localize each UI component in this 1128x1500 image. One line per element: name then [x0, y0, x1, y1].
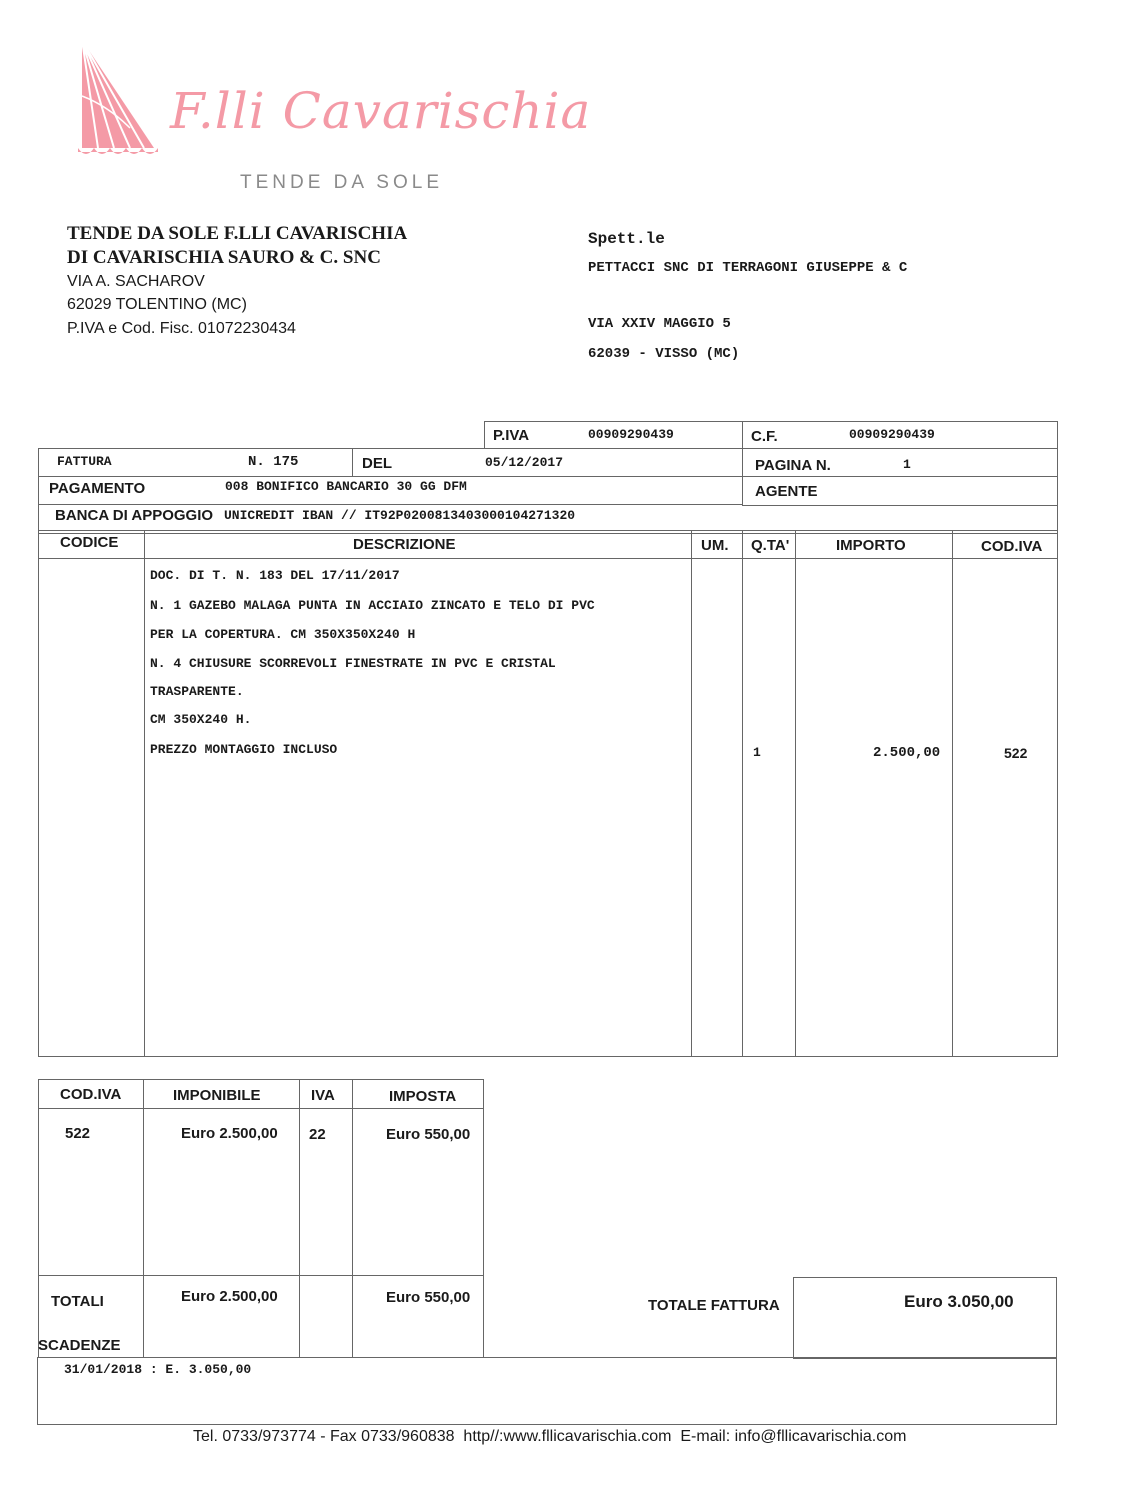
vat-col-iva: IVA: [311, 1087, 335, 1104]
item-codiva: 522: [1004, 745, 1028, 761]
recipient-block: [588, 230, 907, 362]
vat-col-codiva: COD.IVA: [60, 1086, 122, 1103]
description-line: N. 4 CHIUSURE SCORREVOLI FINESTRATE IN PVC E CRISTAL: [150, 656, 556, 671]
scadenze-value: 31/01/2018 : E. 3.050,00: [64, 1362, 252, 1377]
totali-imposta: Euro 550,00: [386, 1289, 471, 1306]
vat-imponibile: Euro 2.500,00: [181, 1125, 278, 1142]
invoice-date: 05/12/2017: [485, 455, 564, 470]
description-line: DOC. DI T. N. 183 DEL 17/11/2017: [150, 568, 400, 583]
banca-value: UNICREDIT IBAN // IT92P0200813403000104271320: [224, 508, 576, 523]
description-line: PREZZO MONTAGGIO INCLUSO: [150, 742, 338, 757]
invoice-number: N. 175: [248, 454, 299, 470]
logo-tagline: TENDE DA SOLE: [240, 172, 443, 193]
col-importo: IMPORTO: [836, 537, 906, 554]
totali-label: TOTALI: [51, 1293, 104, 1310]
sender-name-line1: TENDE DA SOLE F.LLI CAVARISCHIA: [67, 223, 408, 244]
description-line: N. 1 GAZEBO MALAGA PUNTA IN ACCIAIO ZINCATO E TELO DI PVC: [150, 598, 595, 613]
banca-label: BANCA DI APPOGGIO: [55, 507, 214, 524]
col-codiva: COD.IVA: [981, 538, 1043, 555]
description-line: PER LA COPERTURA. CM 350X350X240 H: [150, 627, 416, 642]
recipient-city: 62039 - VISSO (MC): [588, 346, 740, 362]
sender-city: 62029 TOLENTINO (MC): [67, 296, 247, 313]
del-label: DEL: [362, 455, 392, 472]
totali-imponibile: Euro 2.500,00: [181, 1288, 278, 1305]
footer-contacts: Tel. 0733/973774 - Fax 0733/960838 http//:www.fllicavarischia.com E-mail: info@fllicavarischia.com: [193, 1428, 907, 1445]
fattura-label: FATTURA: [57, 454, 112, 469]
pagamento-label: PAGAMENTO: [49, 480, 146, 497]
pagina-value: 1: [903, 457, 911, 472]
piva-value: 00909290439: [588, 427, 674, 442]
item-qta: 1: [753, 745, 761, 760]
piva-label: P.IVA: [493, 427, 530, 444]
col-descrizione: DESCRIZIONE: [353, 536, 456, 553]
vat-iva: 22: [309, 1126, 326, 1143]
col-um: UM.: [701, 537, 729, 554]
sender-name-line2: DI CAVARISCHIA SAURO & C. SNC: [67, 247, 381, 268]
sender-vat: P.IVA e Cod. Fisc. 01072230434: [67, 320, 296, 337]
logo-script: F.lli Cavarischia: [170, 82, 592, 140]
scadenze-label: SCADENZE: [38, 1337, 121, 1354]
cf-label: C.F.: [751, 428, 778, 445]
recipient-name: PETTACCI SNC DI TERRAGONI GIUSEPPE & C: [588, 260, 908, 276]
recipient-salutation: Spett.le: [588, 230, 665, 248]
totale-fattura-label: TOTALE FATTURA: [648, 1297, 780, 1314]
totale-fattura-value: Euro 3.050,00: [904, 1292, 1014, 1311]
awning-icon: [78, 36, 160, 164]
sender-address: VIA A. SACHAROV: [67, 273, 205, 290]
vat-col-imponibile: IMPONIBILE: [173, 1087, 261, 1104]
vat-codiva: 522: [65, 1125, 91, 1142]
vat-col-imposta: IMPOSTA: [389, 1088, 457, 1105]
vat-imposta: Euro 550,00: [386, 1126, 471, 1143]
col-codice: CODICE: [60, 534, 119, 551]
cf-value: 00909290439: [849, 427, 935, 442]
agente-label: AGENTE: [755, 483, 818, 500]
totale-fattura-box: [793, 1277, 1057, 1359]
company-logo: [78, 36, 592, 196]
pagina-label: PAGINA N.: [755, 457, 831, 474]
recipient-address: VIA XXIV MAGGIO 5: [588, 316, 731, 332]
col-qta: Q.TA': [751, 537, 790, 554]
pagamento-value: 008 BONIFICO BANCARIO 30 GG DFM: [225, 479, 467, 494]
description-line: CM 350X240 H.: [150, 712, 252, 727]
sender-block: [67, 222, 407, 341]
description-line: TRASPARENTE.: [150, 684, 244, 699]
item-importo: 2.500,00: [873, 745, 941, 761]
